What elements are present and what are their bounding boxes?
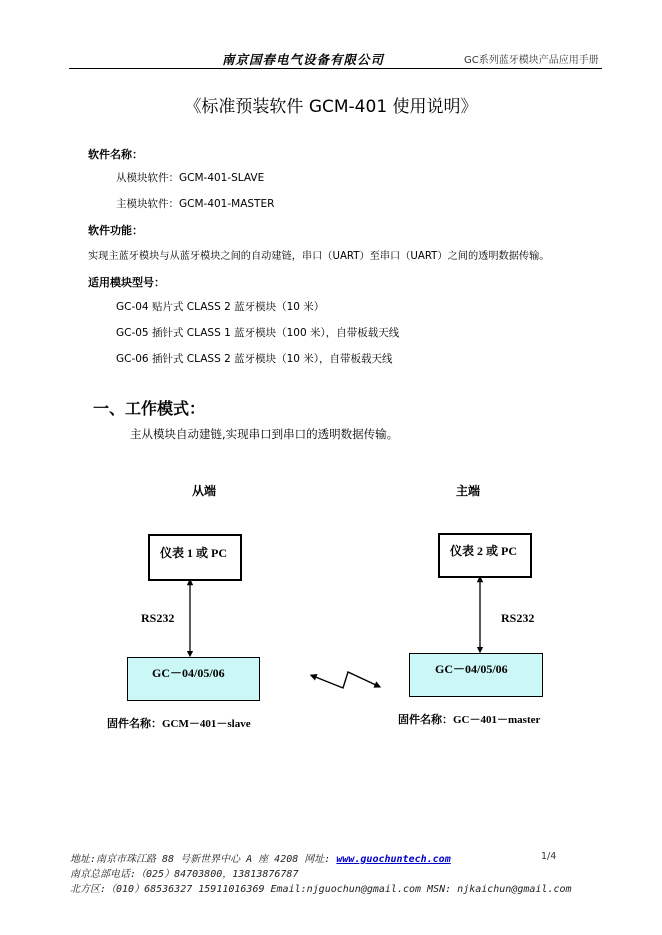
software-function-label: 软件功能：	[88, 224, 143, 237]
document-title: 《标准预装软件 GCM-401 使用说明》	[184, 97, 478, 117]
slave-software-name: 从模块软件：GCM-401-SLAVE	[116, 172, 265, 184]
model-item-gc04: GC-04 贴片式 CLASS 2 蓝牙模块（10 米）	[116, 301, 325, 313]
slave-firmware-name: 固件名称：GCM－401－slave	[107, 718, 251, 730]
master-software-name: 主模块软件：GCM-401-MASTER	[116, 198, 275, 210]
footer-hq-phone: 南京总部电话:（025）84703800，13813876787	[70, 869, 299, 880]
models-label: 适用模块型号：	[88, 276, 165, 289]
slave-device-label: 仪表 1 或 PC	[160, 546, 227, 560]
header-manual-title: GC系列蓝牙模块产品应用手册	[464, 55, 599, 66]
footer-website-link[interactable]: www.guochuntech.com	[336, 854, 451, 865]
slave-side-title: 从端	[192, 484, 217, 498]
model-item-gc05: GC-05 插针式 CLASS 1 蓝牙模块（100 米），自带板载天线	[116, 327, 400, 339]
rs232-right-label: RS232	[501, 611, 535, 625]
section-heading-work-mode: 一、工作模式：	[93, 399, 206, 418]
master-device-label: 仪表 2 或 PC	[450, 544, 517, 558]
header-company-name: 南京国春电气设备有限公司	[222, 52, 385, 67]
rs232-left-label: RS232	[141, 611, 175, 625]
page-number: 1/4	[541, 851, 557, 862]
slave-module-label: GC－04/05/06	[152, 666, 225, 680]
wireless-link-icon	[313, 672, 378, 688]
footer-north-contact: 北方区:（010）68536327 15911016369 Email:njguochun@gmail.com MSN: njkaichun@gmail.com	[70, 884, 572, 895]
master-firmware-name: 固件名称：GC－401－master	[398, 714, 541, 726]
model-item-gc06: GC-06 插针式 CLASS 2 蓝牙模块（10 米），自带板载天线	[116, 353, 393, 365]
footer-address: 地址:南京市珠江路 88 号新世界中心 A 座 4208 网址:	[70, 854, 337, 865]
master-module-label: GC－04/05/06	[435, 662, 508, 676]
footer-address-line	[70, 850, 451, 865]
software-function-text: 实现主蓝牙模块与从蓝牙模块之间的自动建链，串口（UART）至串口（UART）之间的透明数据传输。	[88, 251, 550, 262]
master-side-title: 主端	[456, 484, 481, 498]
software-name-label: 软件名称：	[88, 148, 143, 161]
section-work-mode-text: 主从模块自动建链,实现串口到串口的透明数据传输。	[130, 427, 399, 441]
